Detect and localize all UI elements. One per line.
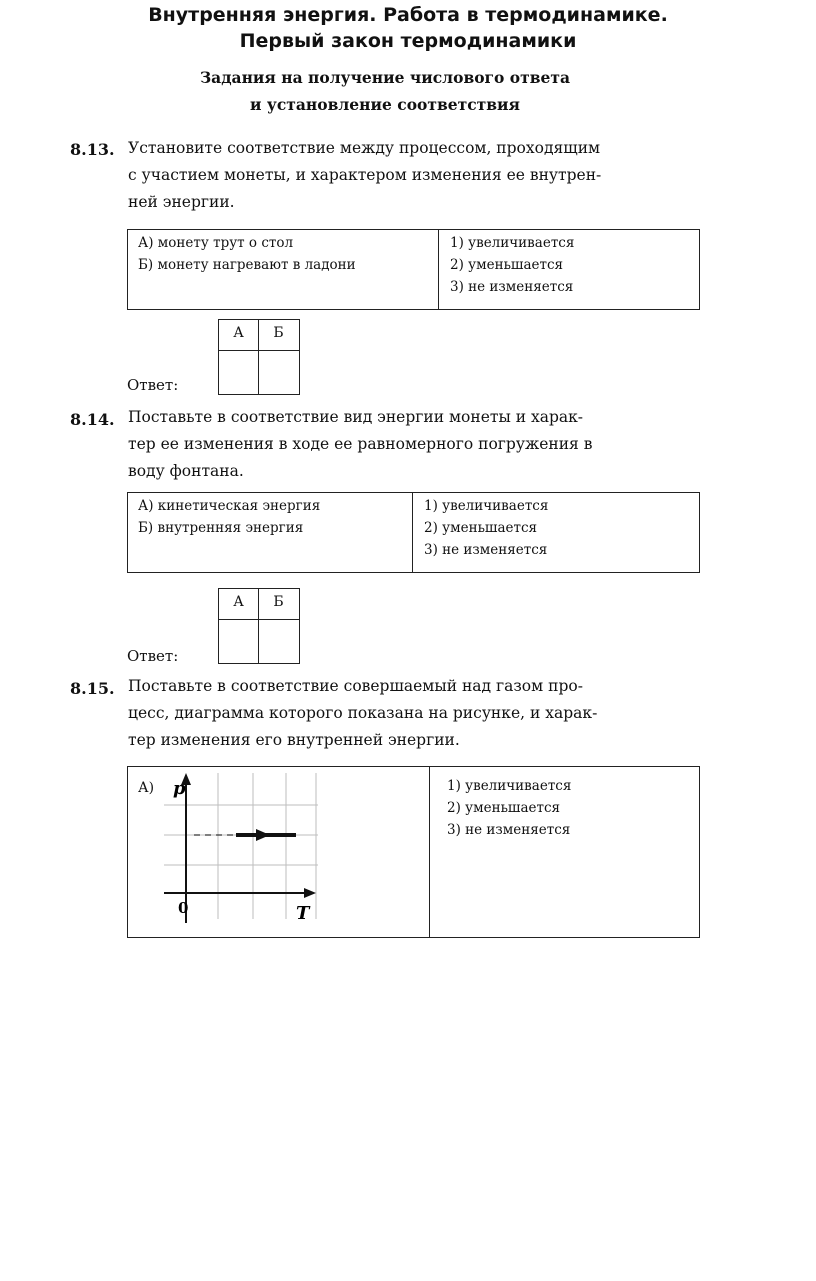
- answer-cell-a[interactable]: [221, 622, 257, 660]
- matching-table: [127, 229, 700, 310]
- task-text-line: цесс, диаграмма которого показана на рисунке, и харак-: [128, 704, 598, 722]
- left-column: [138, 232, 356, 276]
- right-item: 2) уменьшается: [424, 520, 538, 536]
- grid-header-a: А: [233, 594, 244, 610]
- right-item: 3) не изменяется: [450, 279, 574, 295]
- answer-cell-b[interactable]: [261, 353, 297, 391]
- right-item: 1) увеличивается: [450, 235, 575, 251]
- answer-cell-a[interactable]: [221, 353, 257, 391]
- left-item: Б) внутренняя энергия: [138, 520, 304, 536]
- right-item: 3) не изменяется: [447, 822, 571, 838]
- answer-cell-b[interactable]: [261, 622, 297, 660]
- left-column: [138, 495, 320, 539]
- task-number: 8.15.: [70, 679, 115, 698]
- task-text-line: тер ее изменения в ходе ее равномерного погружения в: [128, 435, 593, 453]
- chapter-title-line-1: Внутренняя энергия. Работа в термодинамике.: [148, 4, 668, 26]
- diagram-label: А): [138, 780, 155, 796]
- p-t-diagram: [158, 769, 323, 929]
- task-text-line: Поставьте в соответствие вид энергии монеты и харак-: [128, 408, 584, 426]
- task-text-line: Установите соответствие между процессом, проходящим: [128, 139, 601, 157]
- right-column: [450, 232, 574, 298]
- answer-grid: [218, 588, 300, 664]
- grid-header-b: Б: [273, 594, 284, 610]
- column-divider: [412, 493, 413, 572]
- left-item: А) монету трут о стол: [138, 235, 294, 251]
- chapter-title-line-2: Первый закон термодинамики: [239, 30, 577, 52]
- right-column: [447, 775, 571, 841]
- task-text-line: воду фонтана.: [128, 462, 244, 480]
- task-text: [128, 673, 700, 754]
- right-column: [424, 495, 548, 561]
- matching-table: [127, 766, 700, 938]
- task-text-line: ней энергии.: [128, 193, 235, 211]
- task-text: [128, 135, 700, 216]
- grid-header-b: Б: [273, 325, 284, 341]
- column-divider: [438, 230, 439, 309]
- left-item: Б) монету нагревают в ладони: [138, 257, 356, 273]
- task-text-line: Поставьте в соответствие совершаемый над газом про-: [128, 677, 583, 695]
- task-text-line: тер изменения его внутренней энергии.: [128, 731, 460, 749]
- left-item: А) кинетическая энергия: [138, 498, 321, 514]
- right-item: 1) увеличивается: [424, 498, 549, 514]
- task-text: [128, 404, 700, 485]
- t-axis-arrow: [304, 888, 316, 898]
- diagram-grid: [164, 773, 318, 919]
- p-axis-label: p: [173, 778, 186, 799]
- right-item: 2) уменьшается: [447, 800, 561, 816]
- matching-table: [127, 492, 700, 573]
- section-subtitle-line-2: и установление соответствия: [250, 95, 520, 114]
- origin-label: 0: [178, 899, 189, 917]
- grid-header-a: А: [233, 325, 244, 341]
- answer-label: Ответ:: [127, 647, 179, 665]
- task-number: 8.13.: [70, 140, 115, 159]
- answer-label: Ответ:: [127, 376, 179, 394]
- answer-grid: [218, 319, 300, 395]
- right-item: 2) уменьшается: [450, 257, 564, 273]
- process-arrow: [256, 829, 270, 841]
- task-number: 8.14.: [70, 410, 115, 429]
- right-item: 1) увеличивается: [447, 778, 572, 794]
- right-item: 3) не изменяется: [424, 542, 548, 558]
- column-divider: [429, 767, 430, 937]
- t-axis-label: T: [296, 903, 310, 924]
- task-text-line: с участием монеты, и характером изменения ее внутрен-: [128, 166, 602, 184]
- section-subtitle-line-1: Задания на получение числового ответа: [199, 68, 571, 87]
